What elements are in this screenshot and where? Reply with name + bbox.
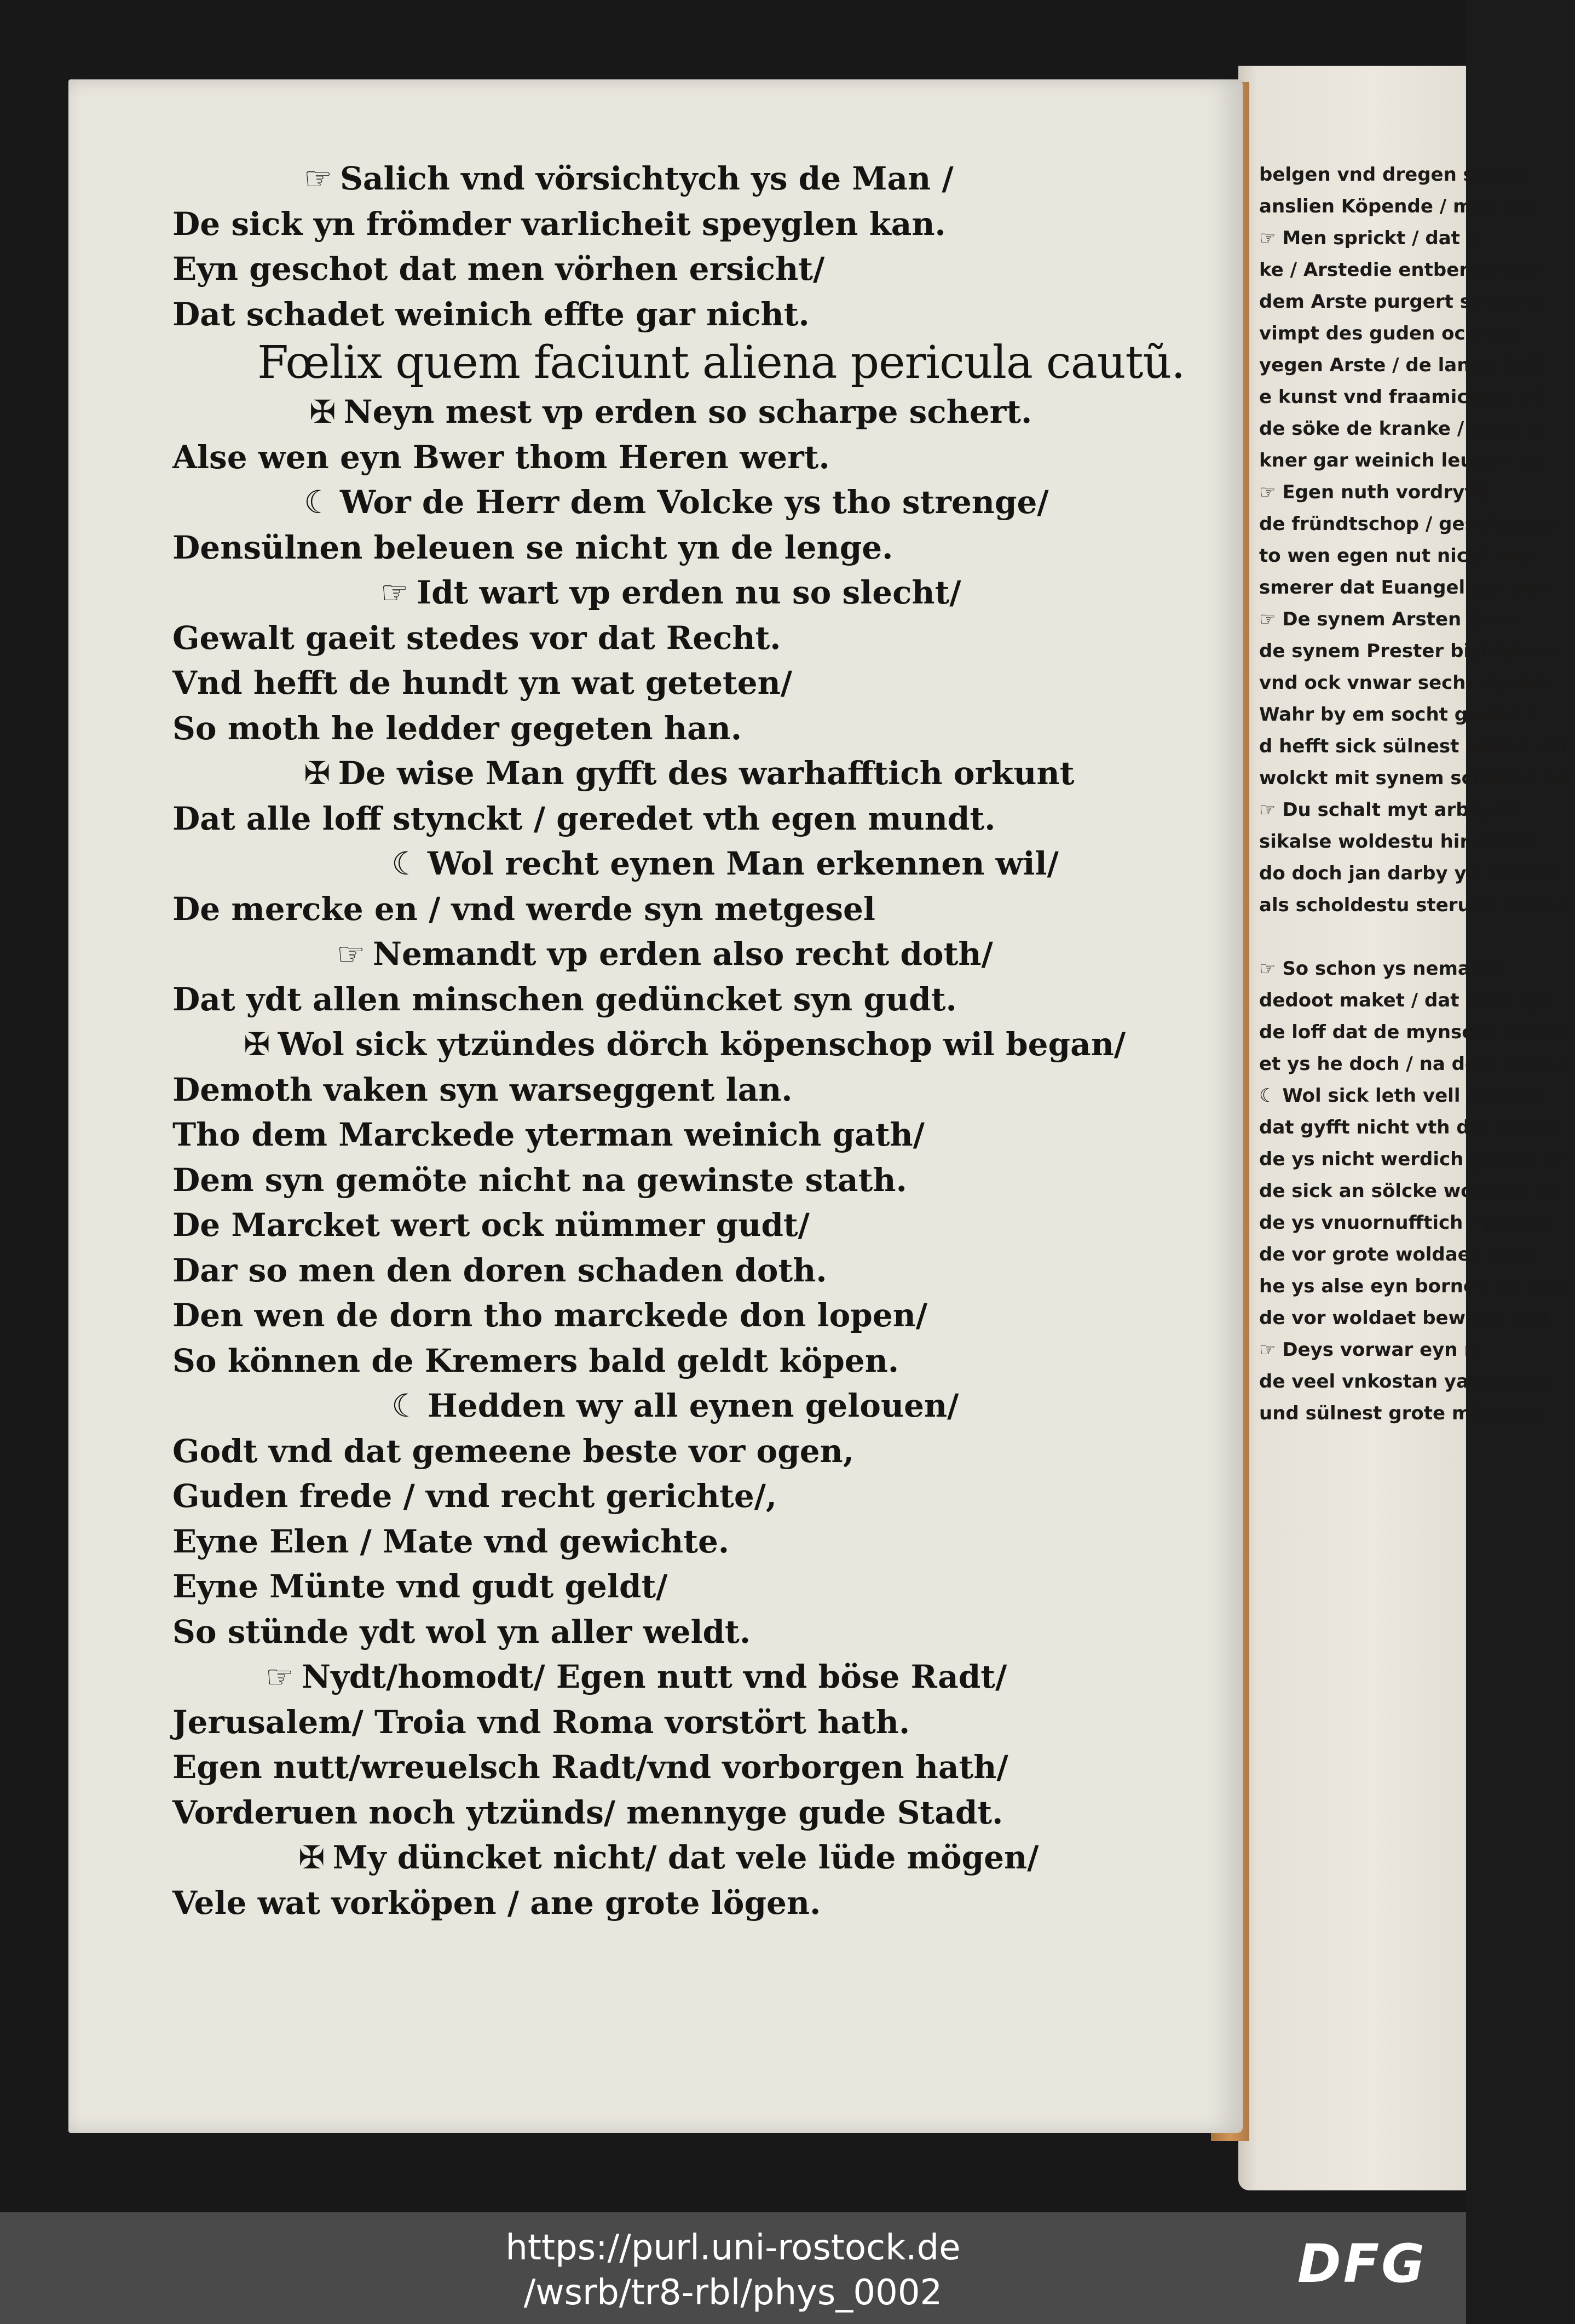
text-line: smerer dat Euangelium nen	[1259, 577, 1550, 599]
text-line: De sick yn frömder varlicheit speyglen kan.	[172, 205, 946, 243]
text-line: Den wen de dorn tho marckede don lopen/	[172, 1297, 928, 1334]
text-line: ✠ De wise Man gyfft des warhafftich orkunt	[304, 755, 1075, 792]
text-line: als scholdestu steruen hüde e	[1259, 894, 1575, 916]
text-line: ☞ Egen nuth vordryfft	[1259, 481, 1489, 503]
text-line: e kunst vnd fraamicheyt ni	[1259, 386, 1541, 408]
text-line: Tho dem Marckede yterman weinich gath/	[172, 1116, 925, 1153]
pilcrow-ornament-icon: ☾	[391, 1387, 420, 1424]
text-line: to wen egen nut nicht wer	[1259, 545, 1536, 567]
permalink-line-1[interactable]: https://purl.uni-rostock.de	[505, 2228, 961, 2268]
text-line: de loff dat de mynsche ock le	[1259, 1021, 1567, 1043]
text-line: ☞ Deys vorwar eyn n	[1259, 1339, 1478, 1361]
text-line: de sick an sölcke woldaet nil	[1259, 1180, 1560, 1202]
text-line: ☞ So schon ys nemandt	[1259, 958, 1506, 980]
text-line: Alse wen eyn Bwer thom Heren wert.	[172, 438, 830, 476]
text-line: Wahr by em socht guden r	[1259, 704, 1536, 726]
text-line: dedoot maket / dat men syn	[1259, 990, 1554, 1011]
text-line: So können de Kremers bald geldt köpen.	[172, 1342, 899, 1379]
text-line: Densülnen beleuen se nicht yn de lenge.	[172, 528, 893, 566]
text-line: ☾ Hedden wy all eynen gelouen/	[391, 1387, 959, 1424]
text-line: ☾ Wol recht eynen Man erkennen wil/	[391, 845, 1059, 882]
text-line: ☾ Wol sick leth vell arbeyd	[1259, 1085, 1540, 1107]
text-line: So moth he ledder gegeten han.	[172, 709, 742, 747]
text-line: De Marcket wert ock nümmer gudt/	[172, 1206, 810, 1244]
text-line: de fründtschop / geselschop	[1259, 513, 1556, 535]
text-line: ✠ Wol sick ytzündes dörch köpenschop wil began/	[244, 1026, 1126, 1063]
text-line: ☞ Idt wart vp erden nu so slecht/	[380, 574, 961, 611]
text-line: he ys alse eyn borne / de ane	[1259, 1275, 1567, 1297]
text-line: yegen Arste / de lange heff	[1259, 354, 1544, 376]
text-line: Gewalt gaeit stedes vor dat Recht.	[172, 619, 781, 657]
text-line: ✠ Neyn mest vp erden so scharpe schert.	[309, 393, 1032, 430]
right-page-text	[1259, 159, 1575, 1429]
text-line: Demoth vaken syn warseggent lan.	[172, 1071, 793, 1108]
left-page-text	[172, 156, 1240, 1925]
text-line: Vnd hefft de hundt yn wat geteten/	[172, 664, 793, 701]
text-line: de synem Prester bichtet vn	[1259, 640, 1557, 662]
text-line: Godt vnd dat gemeene beste vor ogen,	[172, 1432, 855, 1470]
viewer-footer	[0, 2212, 1466, 2324]
text-line: ☞ Nemandt vp erden also recht doth/	[337, 935, 993, 973]
permalink-line-2[interactable]: /wsrb/tr8-rbl/phys_0002	[523, 2273, 943, 2313]
text-line: ☞ De synem Arsten de w	[1259, 608, 1518, 630]
text-line: Dat schadet weinich effte gar nicht.	[172, 295, 810, 333]
text-line: und sülnest grote möye an	[1259, 1402, 1541, 1424]
text-line: vimpt des guden ock eyn	[1259, 323, 1522, 344]
text-line	[1259, 921, 1466, 953]
text-line: de vor woldaet bewiset vnd	[1259, 1307, 1550, 1329]
text-line: de ys nicht werdich groter er	[1259, 1148, 1565, 1170]
text-line: Eyne Münte vnd gudt geldt/	[172, 1568, 668, 1605]
text-line: Guden frede / vnd recht gerichte/,	[172, 1477, 777, 1515]
manicule-icon: ☞	[304, 160, 332, 197]
text-line: Dem syn gemöte nicht na gewinste stath.	[172, 1161, 907, 1199]
text-line: Vele wat vorköpen / ane grote lögen.	[172, 1884, 821, 1922]
dfg-logo: DFG	[1297, 2233, 1427, 2294]
text-line: Dat alle loff stynckt / geredet vth egen mundt.	[172, 799, 996, 837]
text-line: ✠ My düncket nicht/ dat vele lüde mögen/	[298, 1839, 1039, 1876]
text-line: do doch jan darby yn steden	[1259, 862, 1558, 884]
text-line: de söke de kranke / nicht a	[1259, 418, 1543, 440]
cross-ornament-icon: ✠	[309, 393, 336, 430]
text-line: d hefft sick sülnest allene vör	[1259, 735, 1570, 757]
text-line: dat gyfft nicht vth dat vörde	[1259, 1117, 1558, 1138]
pilcrow-ornament-icon: ☾	[391, 845, 420, 882]
text-line: ☞ Men sprickt / dat s	[1259, 227, 1478, 249]
text-line: So stünde ydt wol yn aller weldt.	[172, 1613, 751, 1650]
manicule-icon: ☞	[337, 935, 365, 973]
text-line: anslien Köpende / men ere	[1259, 195, 1539, 217]
cross-ornament-icon: ✠	[244, 1026, 270, 1063]
manicule-icon: ☞	[266, 1658, 294, 1695]
text-line: de ys vnuornufftich / plump	[1259, 1212, 1549, 1234]
text-line: dem Arste purgert so gar n	[1259, 291, 1545, 313]
text-line: Dat ydt allen minschen gedüncket syn gudt.	[172, 980, 957, 1018]
text-line: et ys he doch / na dem dode /	[1259, 1053, 1569, 1075]
text-line: De mercke en / vnd werde syn metgesel	[172, 890, 875, 928]
text-line: Dar so men den doren schaden doth.	[172, 1251, 827, 1289]
text-line: vnd ock vnwar secht synem	[1259, 672, 1550, 694]
text-line: Eyne Elen / Mate vnd gewichte.	[172, 1522, 730, 1560]
text-line: de vor grote woldaet nicht	[1259, 1244, 1539, 1265]
text-line: de veel vnkostan yagent lec	[1259, 1371, 1554, 1393]
text-line: Jerusalem/ Troia vnd Roma vorstört hath.	[172, 1703, 910, 1741]
latin-motto: Fœlix quem faciunt aliena pericula cautũ.	[257, 337, 1185, 389]
text-line: Vorderuen noch ytzünds/ mennyge gude Stadt.	[172, 1793, 1003, 1831]
text-line: Egen nutt/wreuelsch Radt/vnd vorborgen hath/	[172, 1748, 1008, 1786]
cross-ornament-icon: ✠	[304, 755, 331, 792]
text-line: ☾ Wor de Herr dem Volcke ys tho strenge/	[304, 484, 1049, 521]
cross-ornament-icon: ✠	[298, 1839, 325, 1876]
text-line: sikalse woldestu hir ewich	[1259, 831, 1536, 853]
text-line: ☞ Nydt/homodt/ Egen nutt vnd böse Radt/	[266, 1658, 1007, 1695]
manicule-icon: ☞	[380, 574, 409, 611]
text-line: wolckt mit synem schaden be	[1259, 767, 1570, 789]
permalink[interactable]	[0, 2225, 1466, 2315]
pilcrow-ornament-icon: ☾	[304, 484, 332, 521]
text-line: ke / Arstedie entberen kan	[1259, 259, 1539, 281]
text-line: kner gar weinich leuen / ys	[1259, 450, 1543, 471]
text-line: belgen vnd dregen synt s	[1259, 164, 1526, 186]
text-line: ☞ Du schalt myt arbeyde	[1259, 799, 1520, 821]
text-line: Eyn geschot dat men vörhen ersicht/	[172, 250, 825, 287]
text-line: ☞ Salich vnd vörsichtych ys de Man /	[304, 160, 954, 197]
